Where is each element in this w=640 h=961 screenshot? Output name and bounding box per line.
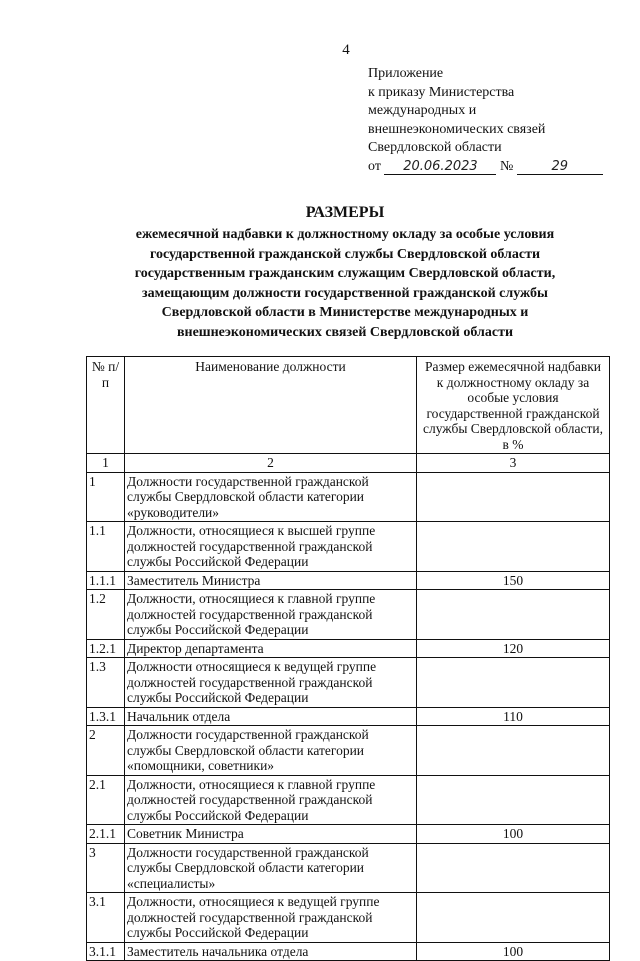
column-number: 3 [417, 454, 610, 473]
row-allowance-value: 150 [417, 571, 610, 590]
allowance-table [86, 356, 610, 961]
date-prefix: от [368, 158, 381, 174]
header-position-name: Наименование должности [125, 357, 417, 454]
table-row [87, 522, 610, 572]
appendix-line: внешнеэкономических связей [368, 121, 546, 137]
appendix-line: к приказу Министерства [368, 84, 515, 100]
row-number: 1.3 [87, 658, 125, 708]
row-number: 1.1 [87, 522, 125, 572]
handwritten-date: 20.06.2023 [384, 159, 496, 175]
table-row [87, 775, 610, 825]
row-allowance-value: 110 [417, 707, 610, 726]
subtitle-line: государственным гражданским служащим Свердловской области, [134, 266, 556, 281]
row-position-name: Должности государственной гражданской службы Свердловской области категории «помощники, советники» [125, 726, 417, 776]
subtitle-line: государственной гражданской службы Свердловской области [149, 246, 541, 262]
table-header-row [87, 357, 610, 454]
row-position-name: Советник Министра [125, 825, 417, 844]
row-allowance-value: 100 [417, 825, 610, 844]
row-number: 2.1.1 [87, 825, 125, 844]
header-number: № п/п [87, 357, 125, 454]
document-heading [60, 203, 630, 342]
row-number: 2.1 [87, 775, 125, 825]
subtitle-line: внешнеэкономических связей Свердловской области [176, 324, 514, 340]
table-row [87, 825, 610, 844]
row-allowance-value [417, 522, 610, 572]
table-row [87, 590, 610, 640]
row-position-name: Должности, относящиеся к высшей группе должностей государственной гражданской службы Российской Федерации [125, 522, 417, 572]
table-row [87, 942, 610, 961]
handwritten-number: 29 [517, 159, 603, 175]
row-number: 2 [87, 726, 125, 776]
row-position-name: Должности государственной гражданской службы Свердловской области категории «руководители» [125, 472, 417, 522]
row-allowance-value [417, 472, 610, 522]
row-position-name: Директор департамента [125, 639, 417, 658]
row-allowance-value [417, 843, 610, 893]
row-position-name: Начальник отдела [125, 707, 417, 726]
row-allowance-value [417, 726, 610, 776]
subtitle-line: Свердловской области в Министерстве международных и [161, 305, 529, 320]
subtitle-line: замещающим должности государственной гражданской службы [142, 285, 548, 301]
appendix-line: Приложение [368, 66, 444, 81]
row-allowance-value: 100 [417, 942, 610, 961]
header-allowance-size: Размер ежемесячной надбавки к должностному окладу за особые условия государственной гражданской службы Свердловской области, в % [417, 357, 610, 454]
page-number: 4 [342, 42, 350, 58]
row-position-name: Должности, относящиеся к главной группе должностей государственной гражданской службы Российской Федерации [125, 775, 417, 825]
table-row [87, 726, 610, 776]
table-row [87, 472, 610, 522]
row-number: 3 [87, 843, 125, 893]
row-allowance-value [417, 590, 610, 640]
row-position-name: Должности государственной гражданской службы Свердловской области категории «специалисты» [125, 843, 417, 893]
row-position-name: Заместитель начальника отдела [125, 942, 417, 961]
table-row [87, 843, 610, 893]
row-position-name: Должности относящиеся к ведущей группе должностей государственной гражданской службы Российской Федерации [125, 658, 417, 708]
row-allowance-value [417, 775, 610, 825]
document-subtitle [60, 225, 630, 342]
column-number-row [87, 454, 610, 473]
table-row [87, 893, 610, 943]
appendix-block [368, 65, 628, 176]
row-number: 1.3.1 [87, 707, 125, 726]
row-position-name: Должности, относящиеся к главной группе должностей государственной гражданской службы Российской Федерации [125, 590, 417, 640]
row-allowance-value: 120 [417, 639, 610, 658]
order-date-number [368, 158, 628, 177]
row-position-name: Должности, относящиеся к ведущей группе должностей государственной гражданской службы Российской Федерации [125, 893, 417, 943]
row-allowance-value [417, 658, 610, 708]
table-row [87, 639, 610, 658]
row-number: 3.1 [87, 893, 125, 943]
row-allowance-value [417, 893, 610, 943]
number-prefix: № [499, 158, 514, 174]
column-number: 1 [87, 454, 125, 473]
table-row [87, 658, 610, 708]
row-number: 1 [87, 472, 125, 522]
appendix-line: международных и [368, 103, 477, 118]
row-number: 1.2 [87, 590, 125, 640]
column-number: 2 [125, 454, 417, 473]
row-number: 1.2.1 [87, 639, 125, 658]
row-position-name: Заместитель Министра [125, 571, 417, 590]
document-title: РАЗМЕРЫ [305, 204, 385, 221]
table-row [87, 571, 610, 590]
row-number: 3.1.1 [87, 942, 125, 961]
row-number: 1.1.1 [87, 571, 125, 590]
subtitle-line: ежемесячной надбавки к должностному окладу за особые условия [135, 227, 555, 242]
table-row [87, 707, 610, 726]
appendix-line: Свердловской области [368, 140, 502, 155]
